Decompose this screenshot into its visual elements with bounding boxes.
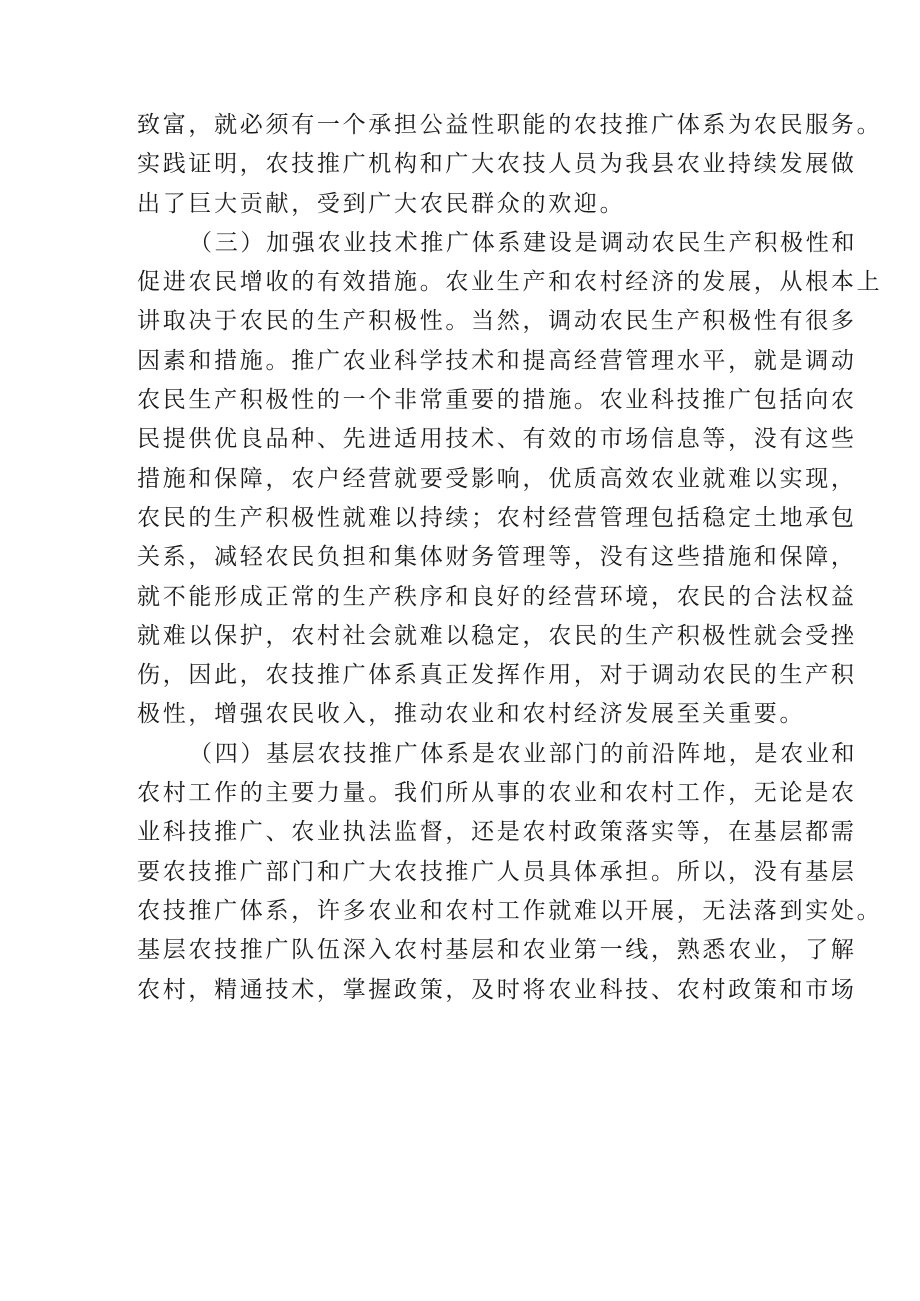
- text-line: 措施和保障，农户经营就要受影响，优质高效农业就难以实现，: [137, 465, 857, 492]
- text-line: 关系，减轻农民负担和集体财务管理等，没有这些措施和保障，: [137, 544, 857, 571]
- text-line: 就不能形成正常的生产秩序和良好的经营环境，农民的合法权益: [137, 583, 857, 610]
- text-line: 农村工作的主要力量。我们所从事的农业和农村工作，无论是农: [137, 780, 857, 807]
- text-line: 要农技推广部门和广大农技推广人员具体承担。所以，没有基层: [137, 858, 857, 885]
- text-line: 民提供优良品种、先进适用技术、有效的市场信息等，没有这些: [137, 426, 857, 453]
- text-line: 极性，增强农民收入，推动农业和农村经济发展至关重要。: [137, 701, 806, 728]
- text-line: 讲取决于农民的生产积极性。当然，调动农民生产积极性有很多: [137, 308, 857, 335]
- body-text: [137, 106, 883, 1010]
- text-line: 因素和措施。推广农业科学技术和提高经营管理水平，就是调动: [137, 347, 857, 374]
- text-line: 伤，因此，农技推广体系真正发挥作用，对于调动农民的生产积: [137, 662, 857, 689]
- text-line: 业科技推广、农业执法监督，还是农村政策落实等，在基层都需: [137, 819, 857, 846]
- text-line: 出了巨大贡献，受到广大农民群众的欢迎。: [137, 190, 626, 217]
- text-line: 农民生产积极性的一个非常重要的措施。农业科技推广包括向农: [137, 387, 857, 414]
- text-line: 基层农技推广队伍深入农村基层和农业第一线，熟悉农业，了解: [137, 937, 857, 964]
- text-line: 就难以保护，农村社会就难以稳定，农民的生产积极性就会受挫: [137, 622, 857, 649]
- text-line: 农民的生产积极性就难以持续；农村经营管理包括稳定土地承包: [137, 504, 857, 531]
- text-line: 实践证明，农技推广机构和广大农技人员为我县农业持续发展做: [137, 151, 857, 178]
- text-line: 农村，精通技术，掌握政策，及时将农业科技、农村政策和市场: [137, 976, 857, 1003]
- text-line: 致富，就必须有一个承担公益性职能的农技推广体系为农民服务。: [137, 112, 883, 138]
- section-four-heading-line: （四）基层农技推广体系是农业部门的前沿阵地，是农业和: [189, 740, 858, 767]
- text-line: 农技推广体系，许多农业和农村工作就难以开展，无法落到实处。: [137, 897, 883, 924]
- text-line: 促进农民增收的有效措施。农业生产和农村经济的发展，从根本上: [137, 269, 883, 296]
- section-three-heading-line: （三）加强农业技术推广体系建设是调动农民生产积极性和: [189, 229, 858, 256]
